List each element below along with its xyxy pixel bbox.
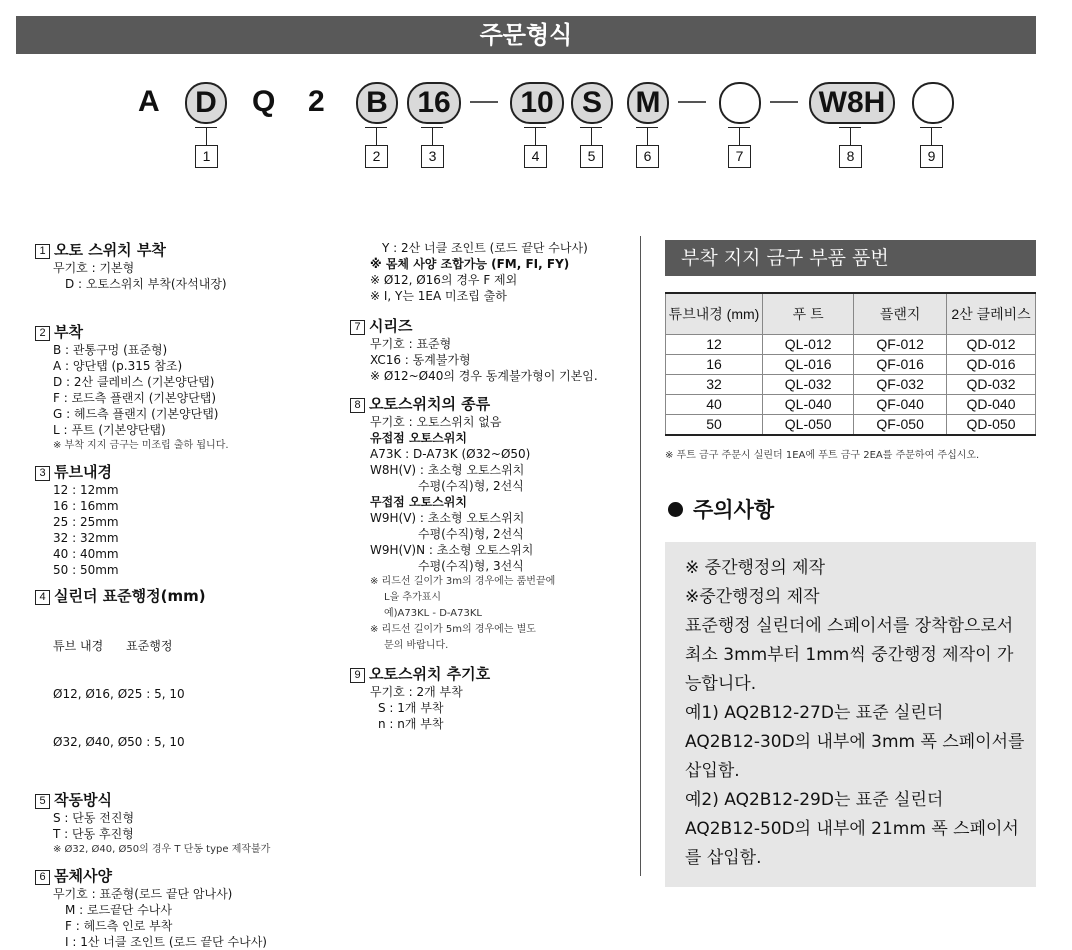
code-b: B xyxy=(356,82,398,124)
parts-table-heading: 부착 지지 금구 부품 품번 xyxy=(665,240,1036,276)
page-title-banner: 주문형식 xyxy=(16,16,1036,54)
section-3: 3 튜브내경 12 : 12mm 16 : 16mm 25 : 25mm 32 : 32mm 40 : 40mm 50 : 50mm xyxy=(35,462,335,578)
section-title: 오토스위치의 종류 xyxy=(369,395,491,413)
table-row: 50 QL-050 QF-050 QD-050 xyxy=(666,415,1036,436)
spec-column-middle xyxy=(350,240,635,732)
code-dash xyxy=(678,101,706,103)
table-row: 40 QL-040 QF-040 QD-040 xyxy=(666,395,1036,415)
section-title: 실린더 표준행정(mm) xyxy=(54,587,206,605)
column-header: 튜브내경 (mm) xyxy=(666,293,763,335)
section-title: 작동방식 xyxy=(54,791,112,809)
section-title: 시리즈 xyxy=(369,317,413,335)
position-box-2: 2 xyxy=(365,145,388,168)
column-header: 2산 클레비스 xyxy=(947,293,1036,335)
code-blank-9 xyxy=(912,82,954,124)
section-title: 오토스위치 추기호 xyxy=(369,665,491,683)
column-divider xyxy=(640,236,641,876)
caution-box: ※ 중간행정의 제작 ※중간행정의 제작 표준행정 실린더에 스페이서를 장착함으로서 최소 3mm부터 1mm씩 중간행정 제작이 가 능합니다. 예1) AQ2B12-27D는 표준 실린더 AQ2B12-30D의 내부에 3mm 폭 스페이서를 삽입함. 예2) AQ2B12-29D는 표준 실린더 AQ2B12-50D의 내부에 21mm 폭 스페이서 를 삽입함. xyxy=(665,542,1036,887)
position-box-3: 3 xyxy=(421,145,444,168)
table-header-row xyxy=(666,293,1036,335)
code-letter-a: A xyxy=(138,85,160,118)
code-16: 16 xyxy=(407,82,461,124)
code-10: 10 xyxy=(510,82,564,124)
position-box-6: 6 xyxy=(636,145,659,168)
section-title: 몸체사양 xyxy=(54,867,112,885)
code-letter-2: 2 xyxy=(308,85,325,118)
position-box-7: 7 xyxy=(728,145,751,168)
section-5: 5 작동방식 S : 단동 전진형 T : 단동 후진형 ※ Ø32, Ø40, Ø50의 경우 T 단동 type 제작불가 xyxy=(35,790,335,858)
position-box-9: 9 xyxy=(920,145,943,168)
section-9: 9 오토스위치 추기호 무기호 : 2개 부착 S : 1개 부착 n : n개 부착 xyxy=(350,664,635,732)
order-code xyxy=(0,82,1072,122)
section-6: 6 몸체사양 무기호 : 표준형(로드 끝단 암나사) M : 로드끝단 수나사 F : 헤드측 인로 부착 I : 1산 너클 조인트 (로드 끝단 수나사) xyxy=(35,866,335,950)
column-header: 푸 트 xyxy=(763,293,854,335)
section-title: 부착 xyxy=(54,323,83,341)
section-title: 오토 스위치 부착 xyxy=(54,241,166,259)
table-row: 16 QL-016 QF-016 QD-016 xyxy=(666,355,1036,375)
section-2: 2 부착 B : 관통구멍 (표준형) A : 양단탭 (p.315 참조) D : 2산 클레비스 (기본양단탭) F : 로드측 플랜지 (기본양단탭) G : 헤드측 플랜지 (기본양단탭) L : 푸트 (기본양단탭) ※ 부착 지지 금구는 미조립 출하 됩니다. xyxy=(35,322,335,454)
bullet-icon xyxy=(668,502,683,517)
code-dash xyxy=(770,101,798,103)
section-1: 1 오토 스위치 부착 무기호 : 기본형 D : 오토스위치 부착(자석내장) xyxy=(35,240,335,292)
position-box-8: 8 xyxy=(839,145,862,168)
code-m: M xyxy=(627,82,669,124)
caution-heading: 주의사항 xyxy=(668,494,774,524)
code-dash xyxy=(470,101,498,103)
section-title: 튜브내경 xyxy=(54,463,112,481)
code-w8h: W8H xyxy=(809,82,895,124)
position-box-5: 5 xyxy=(580,145,603,168)
parts-table xyxy=(665,292,1036,436)
section-8: 8 오토스위치의 종류 무기호 : 오토스위치 없음 유접점 오토스위치 A73K : D-A73K (Ø32~Ø50) W8H(V) : 초소형 오토스위치 수평(수직)형, 2선식 무접점 오토스위치 W9H(V) : 초소형 오토스위치 수평(수직)형, 2선식 W9H(V)N : 초소형 오토스위치 수평(수직)형, 3선식 ※ 리드선 길이가 3m의 경우에는 품번끝에 L을 추가표시 예)A73KL - D-A73KL ※ 리드선 길이가 5m의 경우에는 별도 문의 바랍니다. xyxy=(350,394,635,654)
column-header: 플랜지 xyxy=(854,293,947,335)
code-d: D xyxy=(185,82,227,124)
section-7: 7 시리즈 무기호 : 표준형 XC16 : 동계불가형 ※ Ø12~Ø40의 경우 동계불가형이 기본임. xyxy=(350,316,635,384)
code-s: S xyxy=(571,82,613,124)
position-box-1: 1 xyxy=(195,145,218,168)
table-row: 12 QL-012 QF-012 QD-012 xyxy=(666,335,1036,355)
spec-column-left xyxy=(35,240,335,950)
section-4: 4 실린더 표준행정(mm) 튜브 내경 표준행정 Ø12, Ø16, Ø25 : 5, 10 Ø32, Ø40, Ø50 : 5, 10 xyxy=(35,586,335,782)
code-letter-q: Q xyxy=(252,85,276,118)
table-note: ※ 푸트 금구 주문시 실린더 1EA에 푸트 금구 2EA를 주문하여 주십시오. xyxy=(665,450,980,461)
table-row: 32 QL-032 QF-032 QD-032 xyxy=(666,375,1036,395)
position-box-4: 4 xyxy=(524,145,547,168)
code-blank-7 xyxy=(719,82,761,124)
section-6-continued: Y : 2산 너클 조인트 (로드 끝단 수나사) ※ 몸체 사양 조합가능 (FM, FI, FY) ※ Ø12, Ø16의 경우 F 제외 ※ I, Y는 1EA 미조립 출하 xyxy=(370,241,588,303)
